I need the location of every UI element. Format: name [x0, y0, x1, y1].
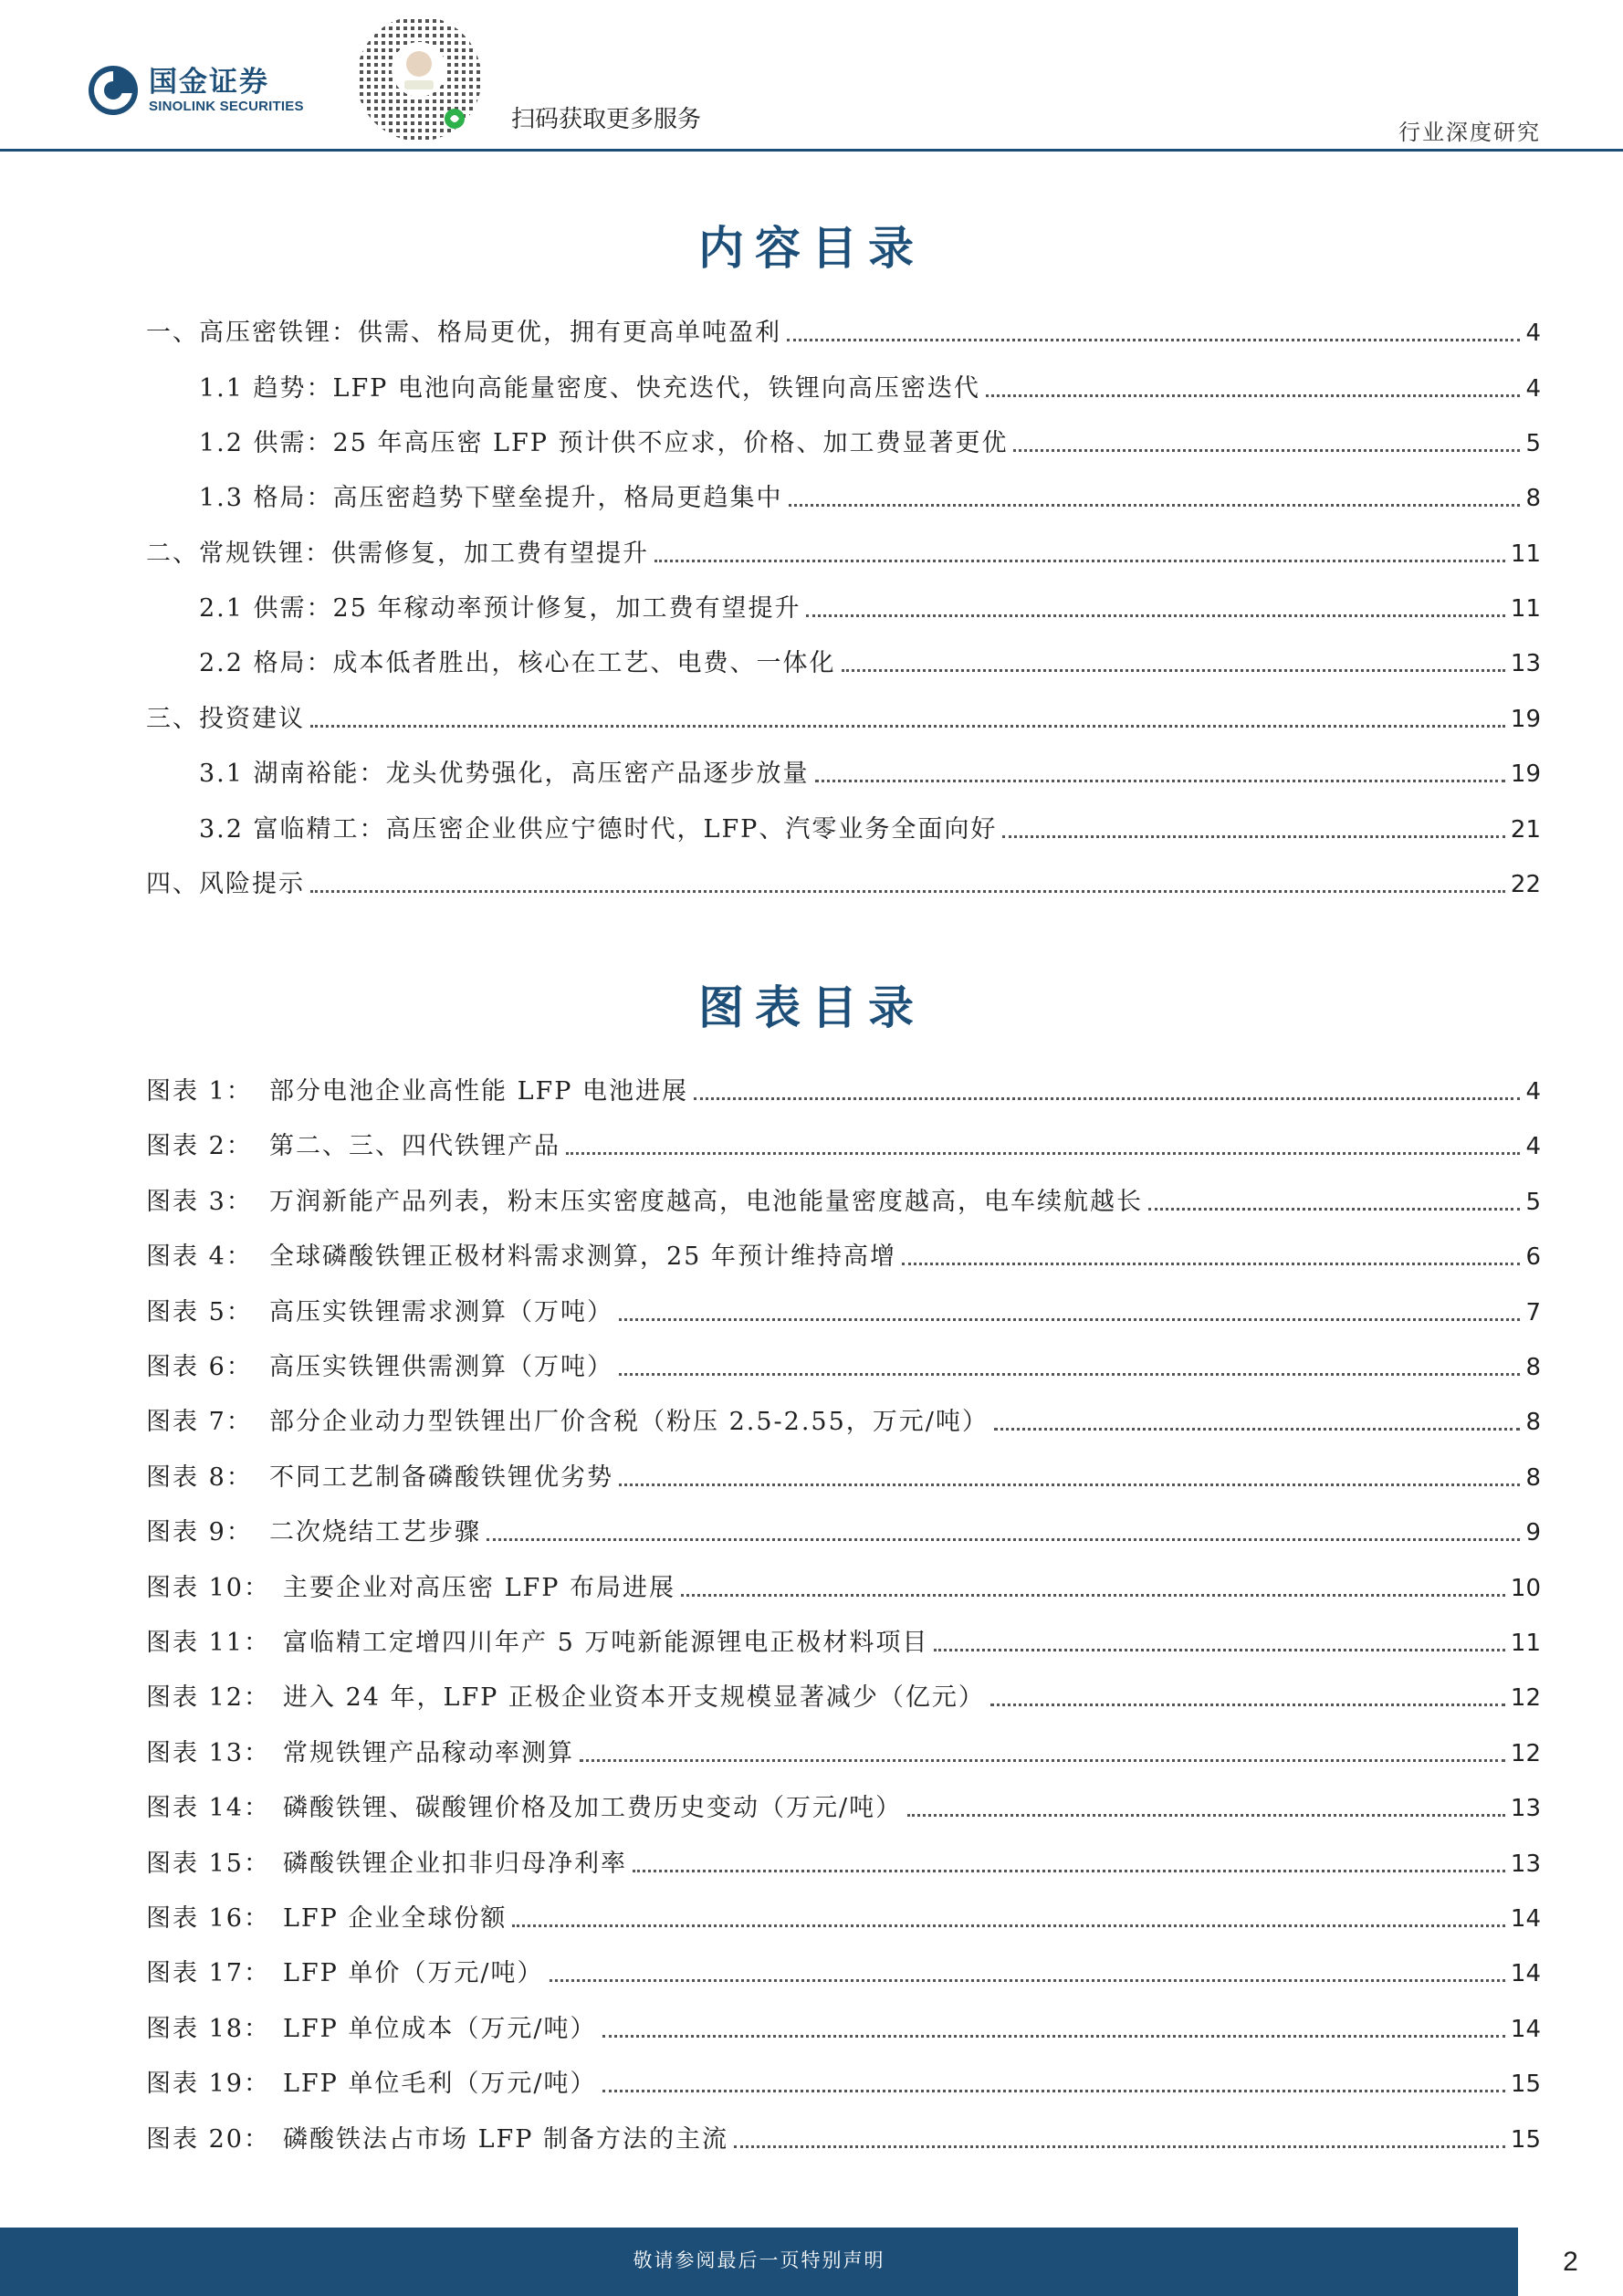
- figure-number: 图表 20：: [146, 2125, 270, 2154]
- dot-leader: [907, 1814, 1505, 1817]
- figure-entry[interactable]: [146, 1682, 1541, 1714]
- toc-item[interactable]: [199, 647, 1541, 680]
- dot-leader: [619, 1318, 1520, 1321]
- figure-number: 图表 18：: [146, 2015, 270, 2043]
- figure-number: 图表 12：: [146, 1683, 270, 1712]
- figure-label: 部分电池企业高性能 LFP 电池进展: [269, 1077, 688, 1106]
- dot-leader: [1148, 1208, 1520, 1211]
- dot-leader: [734, 2145, 1505, 2148]
- dot-leader: [842, 669, 1505, 672]
- figure-entry[interactable]: [146, 1792, 1541, 1825]
- figure-label: LFP 单位毛利（万元/吨）: [283, 2070, 597, 2098]
- dot-leader: [654, 560, 1505, 562]
- figure-entry[interactable]: [146, 1516, 1541, 1549]
- qr-code-icon: [351, 11, 487, 146]
- figure-page: 8: [1525, 1464, 1541, 1492]
- figure-page: 10: [1510, 1575, 1541, 1602]
- figure-page: 13: [1510, 1795, 1541, 1822]
- figure-page: 6: [1525, 1243, 1541, 1271]
- dot-leader: [986, 394, 1521, 397]
- figure-entry[interactable]: [146, 1130, 1541, 1163]
- toc-item-page: 19: [1510, 760, 1541, 788]
- figure-number: 图表 14：: [146, 1794, 270, 1822]
- figure-number: 图表 9：: [146, 1518, 253, 1546]
- toc-item[interactable]: [146, 538, 1541, 571]
- figure-label: LFP 企业全球份额: [283, 1904, 508, 1933]
- figure-label: 高压实铁锂供需测算（万吨）: [269, 1353, 613, 1381]
- figure-label: 第二、三、四代铁锂产品: [269, 1132, 560, 1160]
- figure-entry[interactable]: [146, 1406, 1541, 1439]
- toc-item-page: 8: [1525, 485, 1541, 512]
- dot-leader: [787, 339, 1520, 341]
- figure-page: 11: [1510, 1630, 1541, 1657]
- figure-number: 图表 6：: [146, 1353, 253, 1381]
- figure-entry[interactable]: [146, 1903, 1541, 1935]
- dot-leader: [990, 1704, 1505, 1706]
- figure-number: 图表 5：: [146, 1298, 253, 1326]
- toc-item-label: 3.1 湖南裕能：龙头优势强化，高压密产品逐步放量: [199, 760, 810, 788]
- toc-item-label: 四、风险提示: [146, 870, 305, 898]
- toc-item[interactable]: [199, 427, 1541, 460]
- figure-entry[interactable]: [146, 1737, 1541, 1770]
- figure-number: 图表 8：: [146, 1463, 253, 1492]
- figure-number: 图表 11：: [146, 1629, 270, 1657]
- toc-item[interactable]: [146, 703, 1541, 736]
- figure-entry[interactable]: [146, 2013, 1541, 2046]
- figure-label: 万润新能产品列表，粉末压实密度越高，电池能量密度越高，电车续航越长: [269, 1188, 1143, 1216]
- toc-item-page: 11: [1510, 540, 1541, 568]
- dot-leader: [619, 1483, 1520, 1486]
- figure-label: 全球磷酸铁锂正极材料需求测算，25 年预计维持高增: [269, 1242, 896, 1271]
- footer-disclaimer: 敬请参阅最后一页特别声明: [633, 2249, 885, 2271]
- toc-item-page: 5: [1525, 430, 1541, 457]
- figure-entry[interactable]: [146, 1186, 1541, 1219]
- figure-page: 8: [1525, 1354, 1541, 1381]
- dot-leader: [619, 1373, 1520, 1376]
- company-logo: [87, 64, 304, 117]
- figure-page: 12: [1510, 1740, 1541, 1767]
- figure-page: 8: [1525, 1409, 1541, 1436]
- figure-label: 高压实铁锂需求测算（万吨）: [269, 1298, 613, 1326]
- report-type-label: 行业深度研究: [1398, 120, 1541, 145]
- figure-label: 进入 24 年，LFP 正极企业资本开支规模显著减少（亿元）: [283, 1683, 985, 1712]
- figure-number: 图表 19：: [146, 2070, 270, 2098]
- figure-page: 15: [1510, 2071, 1541, 2098]
- figure-number: 图表 15：: [146, 1850, 270, 1878]
- contents-title: 内容目录: [698, 221, 925, 275]
- figure-label: 磷酸铁锂、碳酸锂价格及加工费历史变动（万元/吨）: [283, 1794, 903, 1822]
- dot-leader: [310, 725, 1505, 728]
- toc-item[interactable]: [199, 482, 1541, 515]
- figure-page: 4: [1525, 1078, 1541, 1106]
- page-number: 2: [1563, 2246, 1578, 2277]
- figure-number: 图表 16：: [146, 1904, 270, 1933]
- figure-label: 磷酸铁锂企业扣非归母净利率: [283, 1850, 627, 1878]
- dot-leader: [512, 1924, 1504, 1927]
- figure-page: 7: [1525, 1299, 1541, 1326]
- figure-page: 12: [1510, 1684, 1541, 1712]
- figure-page: 9: [1525, 1519, 1541, 1546]
- figure-number: 图表 1：: [146, 1077, 253, 1106]
- figure-page: 15: [1510, 2126, 1541, 2154]
- figure-label: LFP 单位成本（万元/吨）: [283, 2015, 597, 2043]
- header-divider: [0, 149, 1623, 152]
- dot-leader: [602, 2090, 1505, 2092]
- dot-leader: [789, 504, 1521, 507]
- dot-leader: [310, 890, 1505, 893]
- dot-leader: [1002, 835, 1505, 838]
- figure-page: 4: [1525, 1133, 1541, 1160]
- dot-leader: [487, 1538, 1520, 1541]
- figure-page: 13: [1510, 1850, 1541, 1878]
- dot-leader: [550, 1979, 1505, 1982]
- figure-label: 二次烧结工艺步骤: [269, 1518, 481, 1546]
- figure-number: 图表 2：: [146, 1132, 253, 1160]
- dot-leader: [902, 1263, 1521, 1265]
- dot-leader: [1013, 449, 1520, 452]
- figure-number: 图表 7：: [146, 1408, 253, 1436]
- figure-entry[interactable]: [146, 1075, 1541, 1108]
- figure-number: 图表 10：: [146, 1574, 270, 1602]
- figures-title: 图表目录: [698, 980, 925, 1034]
- figure-entry[interactable]: [146, 2068, 1541, 2101]
- toc-item-page: 4: [1525, 375, 1541, 403]
- figure-number: 图表 4：: [146, 1242, 253, 1271]
- figure-entry[interactable]: [146, 2123, 1541, 2156]
- toc-item[interactable]: [199, 592, 1541, 625]
- toc-item-page: 11: [1510, 595, 1541, 623]
- toc-item-page: 13: [1510, 650, 1541, 677]
- figure-label: 富临精工定增四川年产 5 万吨新能源锂电正极材料项目: [283, 1629, 929, 1657]
- toc-item-label: 三、投资建议: [146, 705, 305, 733]
- figure-number: 图表 3：: [146, 1188, 253, 1216]
- figure-label: 部分企业动力型铁锂出厂价含税（粉压 2.5-2.55，万元/吨）: [269, 1408, 989, 1436]
- figure-label: 常规铁锂产品稼动率测算: [283, 1739, 574, 1767]
- page-header: [0, 0, 1623, 155]
- figure-number: 图表 13：: [146, 1739, 270, 1767]
- figure-page: 14: [1510, 2016, 1541, 2043]
- dot-leader: [934, 1649, 1505, 1651]
- sinolink-logo-icon: [87, 64, 140, 117]
- figure-entry[interactable]: [146, 1351, 1541, 1384]
- dot-leader: [694, 1097, 1520, 1100]
- dot-leader: [806, 614, 1504, 617]
- figure-label: 不同工艺制备磷酸铁锂优劣势: [269, 1463, 613, 1492]
- logo-name-en: SINOLINK SECURITIES: [149, 99, 304, 114]
- figure-number: 图表 17：: [146, 1959, 270, 1987]
- toc-item-label: 1.1 趋势：LFP 电池向高能量密度、快充迭代，铁锂向高压密迭代: [199, 374, 980, 403]
- toc-item-page: 19: [1510, 706, 1541, 733]
- figure-entry[interactable]: [146, 1957, 1541, 1990]
- toc-item-label: 3.2 富临精工：高压密企业供应宁德时代，LFP、汽零业务全面向好: [199, 815, 998, 844]
- toc-item-page: 4: [1525, 320, 1541, 347]
- figure-page: 5: [1525, 1189, 1541, 1216]
- qr-caption: 扫码获取更多服务: [511, 106, 702, 133]
- figure-entry[interactable]: [146, 1627, 1541, 1660]
- dot-leader: [602, 2035, 1505, 2038]
- toc-item[interactable]: [146, 868, 1541, 901]
- toc-item-label: 2.1 供需：25 年稼动率预计修复，加工费有望提升: [199, 594, 801, 623]
- figure-entry[interactable]: [146, 1462, 1541, 1494]
- toc-item-label: 二、常规铁锂：供需修复，加工费有望提升: [146, 540, 649, 568]
- figure-label: LFP 单价（万元/吨）: [283, 1959, 544, 1987]
- toc-item-label: 一、高压密铁锂：供需、格局更优，拥有更高单吨盈利: [146, 319, 781, 347]
- dot-leader: [566, 1152, 1520, 1155]
- toc-item-page: 22: [1510, 871, 1541, 898]
- toc-item[interactable]: [199, 758, 1541, 791]
- toc-item-page: 21: [1510, 816, 1541, 844]
- toc-item-label: 1.3 格局：高压密趋势下壁垒提升，格局更趋集中: [199, 484, 783, 512]
- figure-label: 磷酸铁法占市场 LFP 制备方法的主流: [283, 2125, 728, 2154]
- dot-leader: [815, 780, 1505, 782]
- figure-page: 14: [1510, 1905, 1541, 1933]
- dot-leader: [580, 1759, 1505, 1762]
- figure-page: 14: [1510, 1960, 1541, 1987]
- figure-entry[interactable]: [146, 1241, 1541, 1274]
- toc-item-label: 2.2 格局：成本低者胜出，核心在工艺、电费、一体化: [199, 649, 836, 677]
- toc-item-label: 1.2 供需：25 年高压密 LFP 预计供不应求，价格、加工费显著更优: [199, 429, 1009, 457]
- toc-item[interactable]: [199, 372, 1541, 405]
- figure-entry[interactable]: [146, 1848, 1541, 1881]
- dot-leader: [681, 1594, 1505, 1597]
- toc-item[interactable]: [146, 317, 1541, 350]
- logo-name-cn: 国金证券: [149, 66, 269, 99]
- dot-leader: [633, 1870, 1505, 1872]
- figure-entry[interactable]: [146, 1296, 1541, 1329]
- figure-label: 主要企业对高压密 LFP 布局进展: [283, 1574, 675, 1602]
- dot-leader: [994, 1428, 1521, 1431]
- toc-item[interactable]: [199, 813, 1541, 846]
- figure-entry[interactable]: [146, 1572, 1541, 1605]
